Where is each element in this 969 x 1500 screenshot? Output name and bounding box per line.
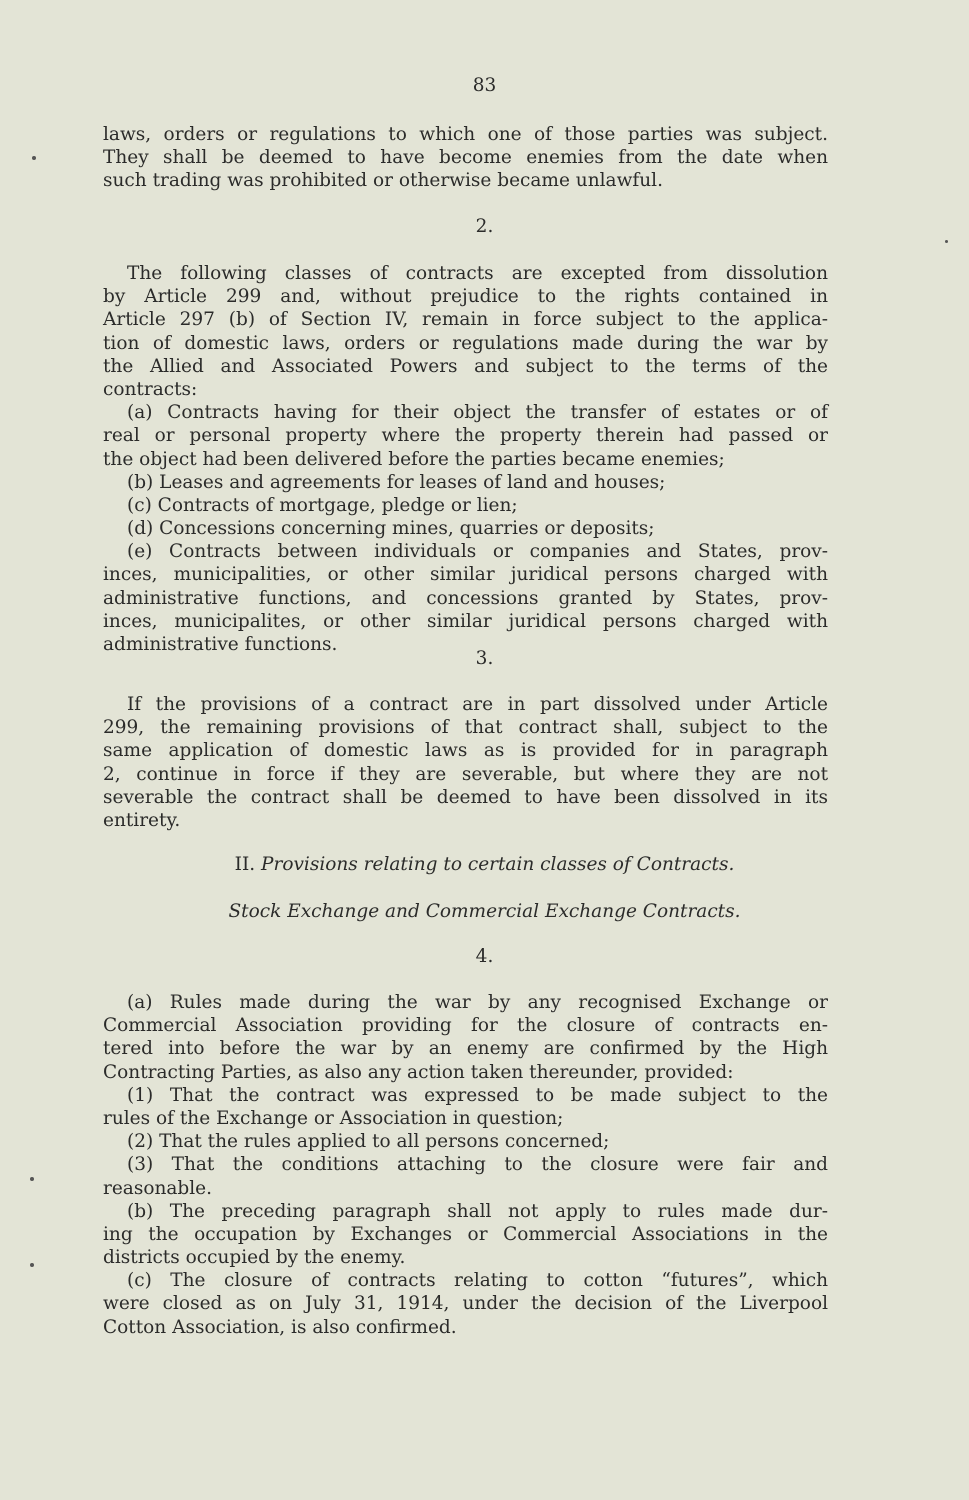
text-line: (b) Leases and agreements for leases of land and houses; [127, 471, 666, 493]
paragraph-4 [103, 991, 828, 1339]
text-line: They shall be deemed to have become enemies from the date when [103, 147, 828, 169]
text-line: inces, municipalities, or other similar juridical persons charged with [103, 564, 828, 586]
section-number-2: 2. [475, 216, 494, 237]
text-line: inces, municipalites, or other similar juridical persons charged with [103, 610, 828, 632]
text-line: real or personal property where the property therein had passed or [103, 425, 828, 447]
scan-speck [32, 156, 36, 160]
text-line: rules of the Exchange or Association in question; [103, 1107, 564, 1129]
text-line: (e) Contracts between individuals or companies and States, prov- [127, 541, 828, 563]
text-line: by Article 299 and, without prejudice to the rights contained in [103, 286, 828, 308]
text-line: Article 297 (b) of Section IV, remain in force subject to the applica- [103, 309, 828, 331]
text-line: (a) Contracts having for their object the transfer of estates or of [127, 402, 828, 424]
page-number: 83 [472, 75, 497, 96]
text-line: laws, orders or regulations to which one of those parties was subject. [103, 124, 828, 145]
text-line: Cotton Association, is also confirmed. [103, 1316, 457, 1338]
text-line: 2, continue in force if they are severable, but where they are not [103, 763, 828, 785]
text-line: (2) That the rules applied to all persons concerned; [127, 1131, 610, 1153]
text-line: (3) That the conditions attaching to the closure were fair and [127, 1154, 828, 1176]
text-line: same application of domestic laws as is provided for in paragraph [103, 740, 828, 762]
text-line: 299, the remaining provisions of that contract shall, subject to the [103, 717, 828, 739]
scan-speck [30, 1263, 34, 1267]
text-line: (a) Rules made during the war by any recognised Exchange or [127, 992, 828, 1013]
text-line: contracts: [103, 378, 198, 400]
paragraph-3 [103, 693, 828, 832]
text-line: Commercial Association providing for the closure of contracts en- [103, 1015, 828, 1037]
paragraph-2 [103, 262, 828, 656]
subheading: Stock Exchange and Commercial Exchange Contracts. [228, 901, 741, 922]
text-line: If the provisions of a contract are in part dissolved under Article [127, 694, 828, 715]
text-line: (d) Concessions concerning mines, quarries or deposits; [127, 518, 655, 540]
text-line: the Allied and Associated Powers and subject to the terms of the [103, 355, 828, 377]
text-line: tered into before the war by an enemy are confirmed by the High [103, 1038, 828, 1060]
text-line: such trading was prohibited or otherwise became unlawful. [103, 170, 663, 192]
heading-II-numeral: II. [234, 854, 256, 875]
text-line: were closed as on July 31, 1914, under the decision of the Liverpool [103, 1293, 828, 1315]
heading-II [0, 854, 969, 875]
text-line: severable the contract shall be deemed to have been dissolved in its [103, 786, 828, 808]
section-number-4: 4. [475, 946, 494, 967]
text-line: administrative functions. [103, 634, 338, 655]
text-line: (1) That the contract was expressed to be made subject to the [127, 1084, 828, 1106]
text-line: administrative functions, and concessions granted by States, prov- [103, 587, 828, 609]
text-line: The following classes of contracts are excepted from dissolution [127, 263, 828, 284]
text-line: tion of domestic laws, orders or regulations made during the war by [103, 332, 828, 354]
text-line: reasonable. [103, 1177, 212, 1199]
text-line: (b) The preceding paragraph shall not apply to rules made dur- [127, 1200, 828, 1222]
scan-speck [30, 1177, 34, 1181]
text-line: (c) The closure of contracts relating to cotton “futures”, which [127, 1270, 828, 1292]
heading-II-text: Provisions relating to certain classes of Contracts. [261, 854, 735, 875]
text-line: Contracting Parties, as also any action taken thereunder, provided: [103, 1061, 734, 1083]
text-line: (c) Contracts of mortgage, pledge or lien; [127, 494, 518, 516]
scan-speck [945, 240, 948, 243]
paragraph-1 [103, 123, 828, 193]
text-line: entirety. [103, 809, 181, 831]
section-number-3: 3. [475, 648, 494, 669]
text-line: districts occupied by the enemy. [103, 1247, 406, 1269]
text-line: the object had been delivered before the parties became enemies; [103, 448, 725, 470]
text-line: ing the occupation by Exchanges or Commercial Associations in the [103, 1223, 828, 1245]
